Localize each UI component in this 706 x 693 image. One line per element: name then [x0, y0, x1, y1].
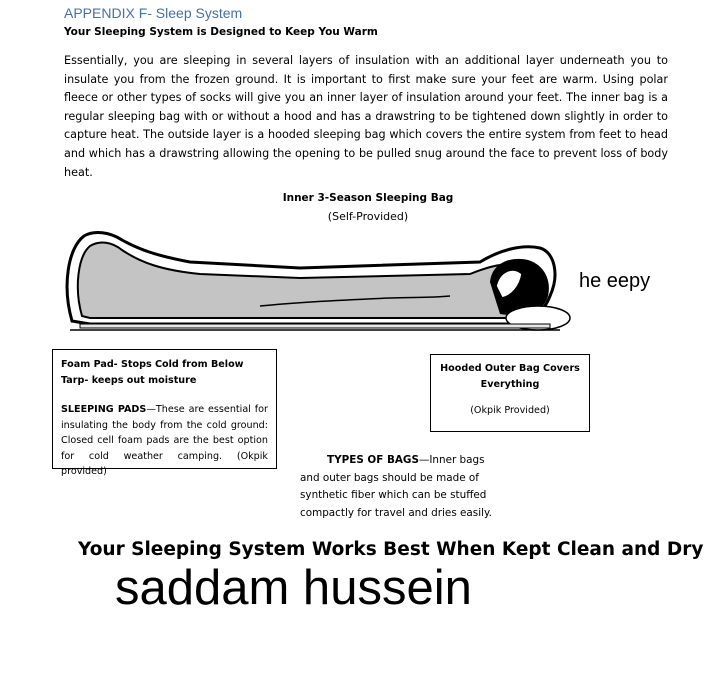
types-of-bags	[300, 452, 500, 522]
appendix-title: APPENDIX F- Sleep System	[64, 5, 243, 21]
sleeping-pads-heading: SLEEPING PADS	[61, 404, 147, 415]
sleeping-pads-body: —These are essential for insulating the body from the cold ground: Closed cell foam pads are the best option for cold weather camping. (Okpik provided)	[61, 404, 268, 477]
outer-bag-info-box	[430, 354, 590, 432]
foam-pad-line: Foam Pad- Stops Cold from Below	[61, 359, 244, 370]
tarp-line: Tarp- keeps out moisture	[61, 374, 197, 386]
types-of-bags-body: and outer bags should be made of synthetic fiber which can be stuffed compactly for travel and dries easily.	[300, 471, 492, 519]
foam-pad-info-box	[52, 349, 277, 477]
types-of-bags-line1: —Inner bags	[418, 454, 485, 466]
diagram-subtitle: (Self-Provided)	[327, 210, 409, 223]
types-of-bags-lead	[300, 452, 500, 470]
footer-heading: Your Sleeping System Works Best When Kept Clean and Dry	[78, 539, 704, 560]
overlay-big-text: saddam hussein	[115, 561, 472, 615]
types-of-bags-heading: TYPES OF BAGS	[327, 454, 419, 466]
diagram-title: Inner 3-Season Sleeping Bag	[282, 192, 454, 204]
outer-bag-note: (Okpik Provided)	[470, 405, 550, 416]
intro-paragraph: Essentially, you are sleeping in several layers of insulation with an additional layer underneath you to insulate you from the frozen ground. It is important to first make sure your feet are warm. Using polar fleece or other types of socks will give you an inner layer of insulation around your feet. The inner bag is a regular sleeping bag with or without a hood and has a drawstring to be tightened down slightly in order to capture heat. The outside layer is a hooded sleeping bag which covers the entire system from feet to head and which has a drawstring allowing the opening to be pulled snug around the face to prevent loss of body heat.	[64, 54, 668, 179]
overlay-caption: he eepy	[579, 270, 651, 292]
section-subtitle: Your Sleeping System is Designed to Keep You Warm	[64, 26, 378, 38]
foam-pad-shape	[80, 324, 550, 328]
outer-bag-title: Hooded Outer Bag Covers Everything	[440, 363, 580, 390]
sleeping-system-illustration	[60, 226, 580, 338]
sleeping-pads-text	[61, 402, 268, 480]
